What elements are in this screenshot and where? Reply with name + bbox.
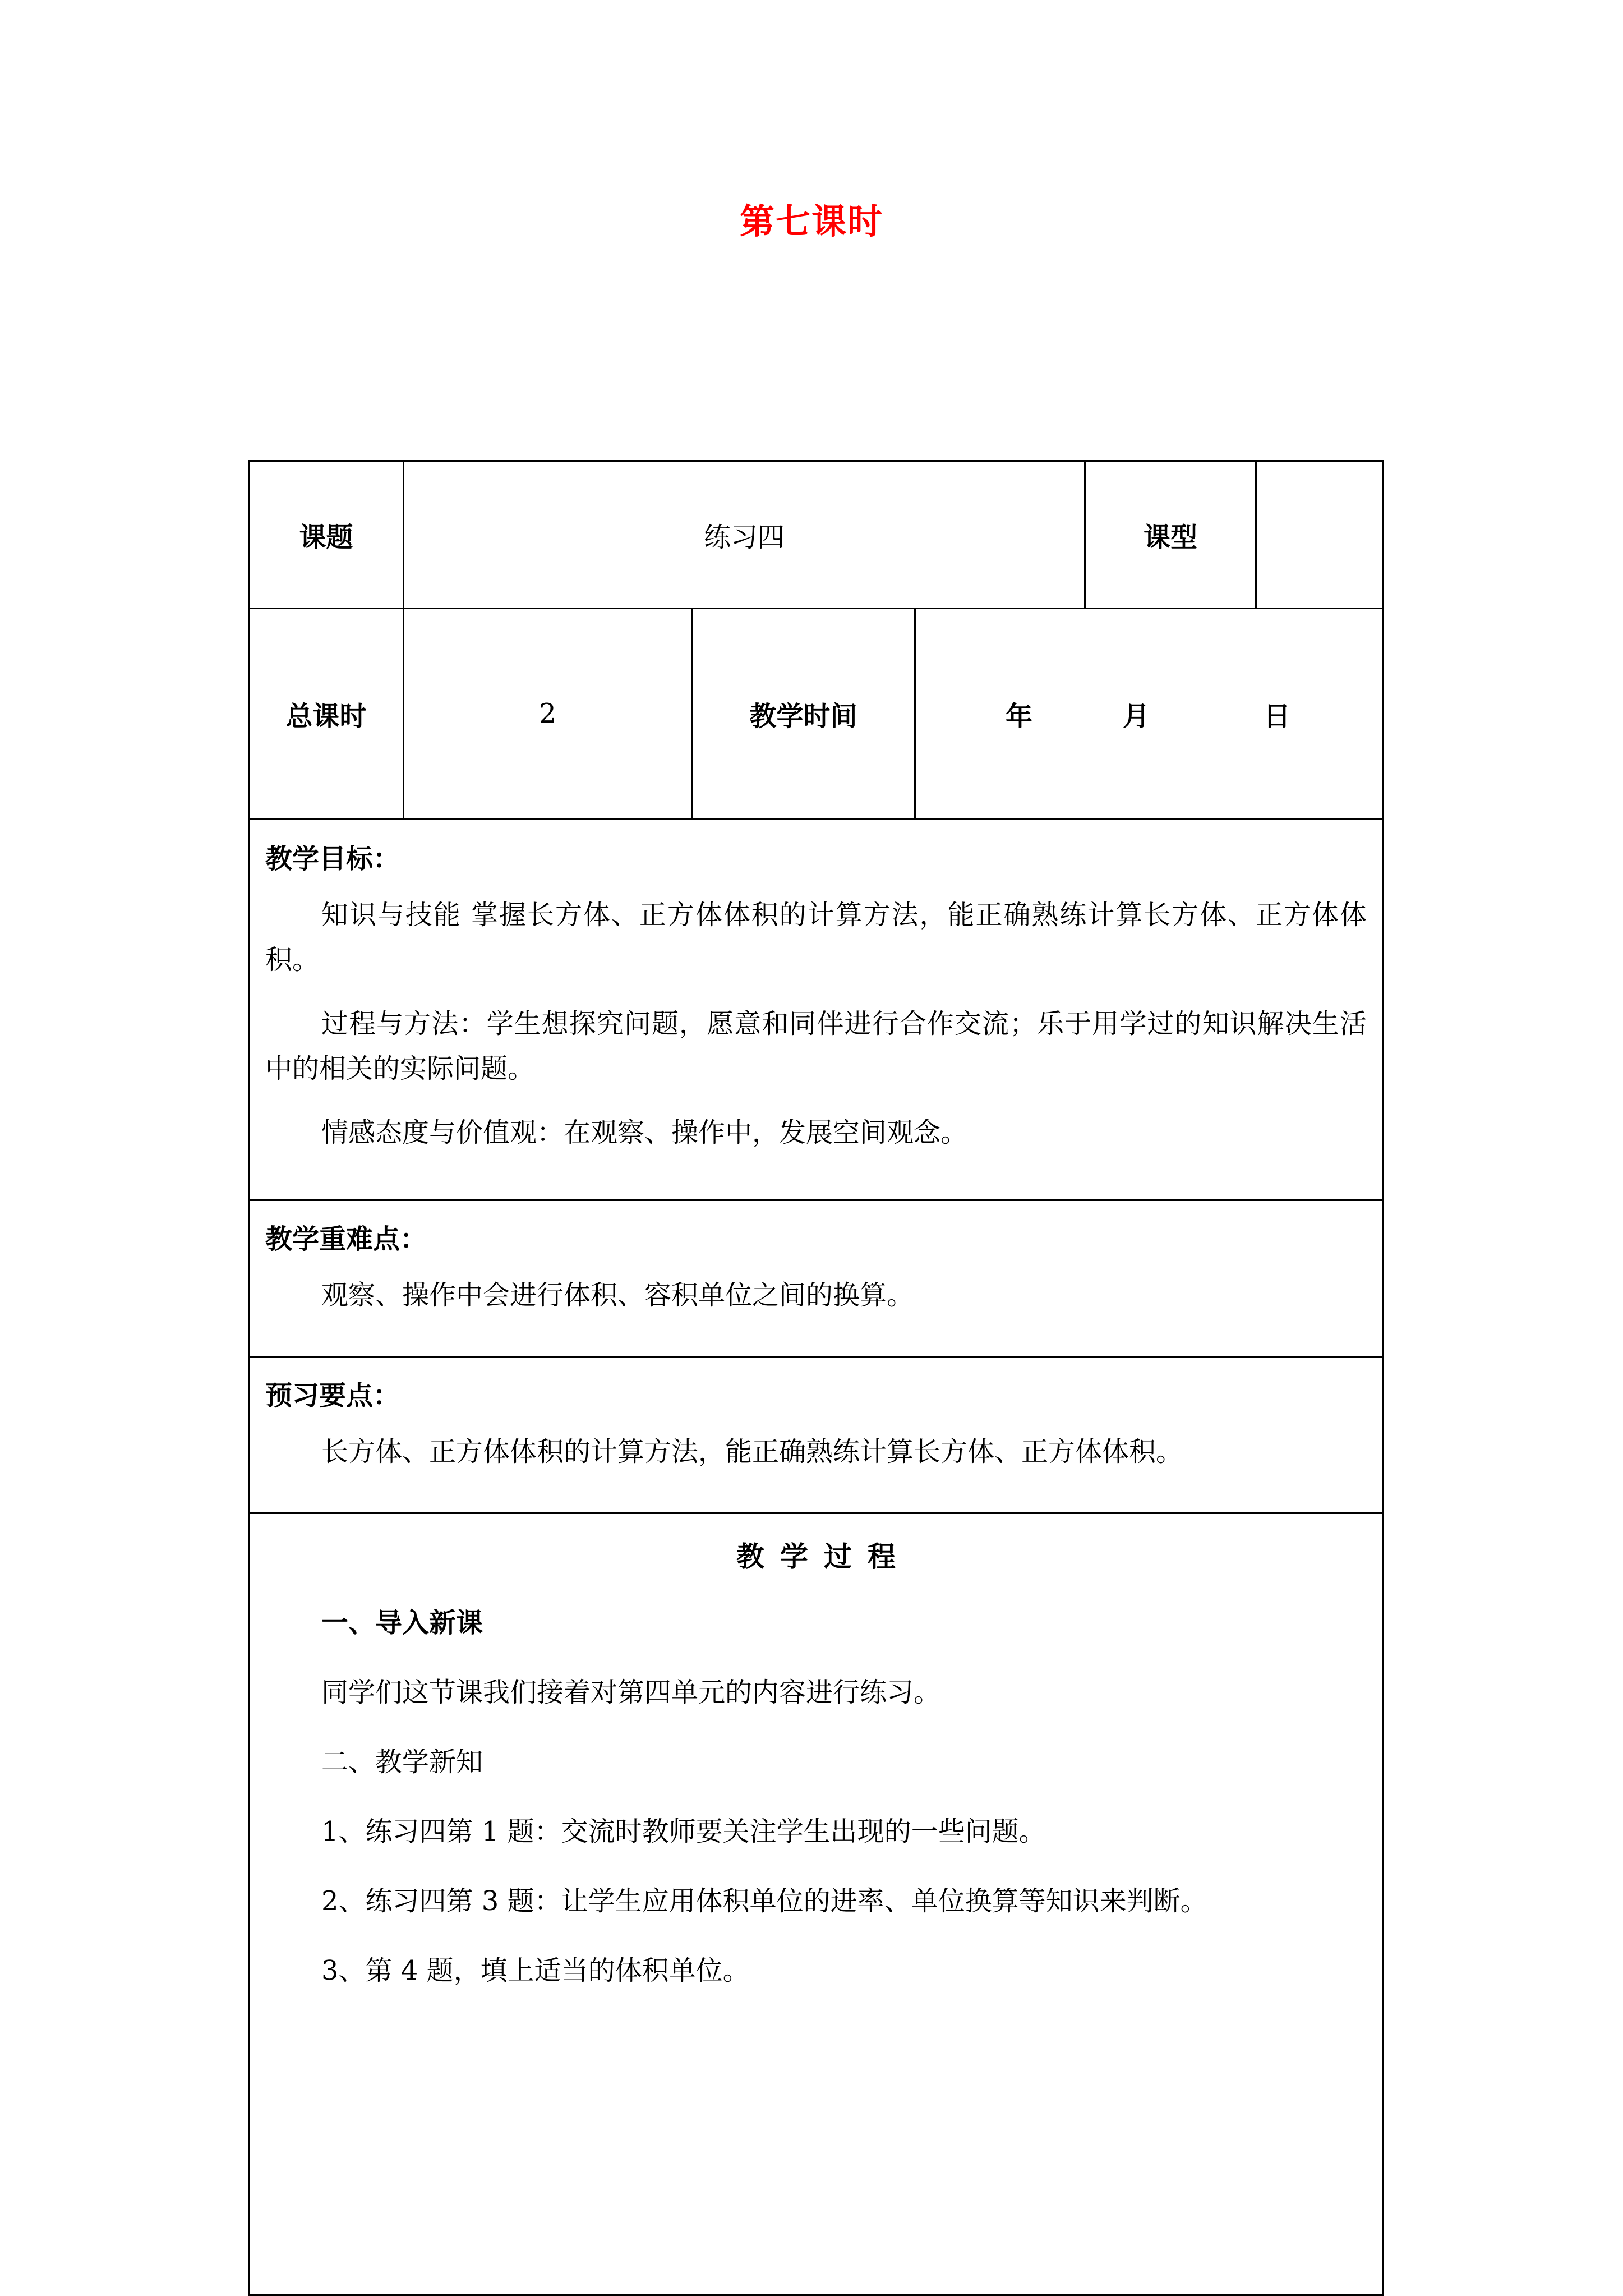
process-line: 1、练习四第 1 题：交流时教师要关注学生出现的一些问题。 xyxy=(321,1816,1046,1847)
key-points-heading: 教学重难点： xyxy=(265,1223,427,1255)
key-points-text: 观察、操作中会进行体积、容积单位之间的换算。 xyxy=(321,1280,914,1311)
key-points-section xyxy=(265,1217,1367,1337)
row-divider xyxy=(250,818,1382,820)
process-line: 3、第 4 题，填上适当的体积单位。 xyxy=(321,1955,750,1986)
teaching-date xyxy=(916,609,1382,818)
row-divider xyxy=(250,1356,1382,1358)
objectives-heading: 教学目标： xyxy=(265,843,400,875)
date-month: 月 xyxy=(1123,700,1150,732)
objectives-process: 过程与方法：学生想探究问题，愿意和同伴进行合作交流；乐于用学过的知识解决生活中的相关的实际问题。 xyxy=(265,1008,1367,1084)
page-title: 第七课时 xyxy=(739,201,883,242)
process-line: 同学们这节课我们接着对第四单元的内容进行练习。 xyxy=(321,1677,941,1708)
row-divider xyxy=(250,1512,1382,1514)
process-line: 一、导入新课 xyxy=(321,1607,483,1639)
topic-label: 课题 xyxy=(299,521,353,553)
row-divider xyxy=(250,1199,1382,1201)
topic-value: 练习四 xyxy=(703,521,785,553)
type-label: 课型 xyxy=(1143,521,1197,553)
objectives-attitude: 情感态度与价值观：在观察、操作中，发展空间观念。 xyxy=(321,1117,968,1148)
process-line: 二、教学新知 xyxy=(321,1746,483,1778)
preview-section xyxy=(265,1373,1367,1493)
objectives-section xyxy=(265,836,1367,1174)
objectives-knowledge: 知识与技能 掌握长方体、正方体体积的计算方法，能正确熟练计算长方体、正方体体积。 xyxy=(265,899,1367,976)
lesson-plan-table xyxy=(248,460,1384,2296)
type-value xyxy=(1257,462,1382,608)
process-title: 教学过程 xyxy=(736,1540,911,1573)
preview-text: 长方体、正方体体积的计算方法，能正确熟练计算长方体、正方体体积。 xyxy=(321,1436,1183,1467)
process-line: 2、练习四第 3 题：让学生应用体积单位的进率、单位换算等知识来判断。 xyxy=(321,1885,1207,1917)
teaching-time-label: 教学时间 xyxy=(749,700,857,732)
date-day: 日 xyxy=(1264,700,1291,732)
preview-heading: 预习要点： xyxy=(265,1380,400,1411)
date-year: 年 xyxy=(1006,700,1033,732)
total-hours-label: 总课时 xyxy=(285,700,367,732)
total-hours-value: 2 xyxy=(539,698,556,729)
process-lines xyxy=(321,1600,1367,2018)
